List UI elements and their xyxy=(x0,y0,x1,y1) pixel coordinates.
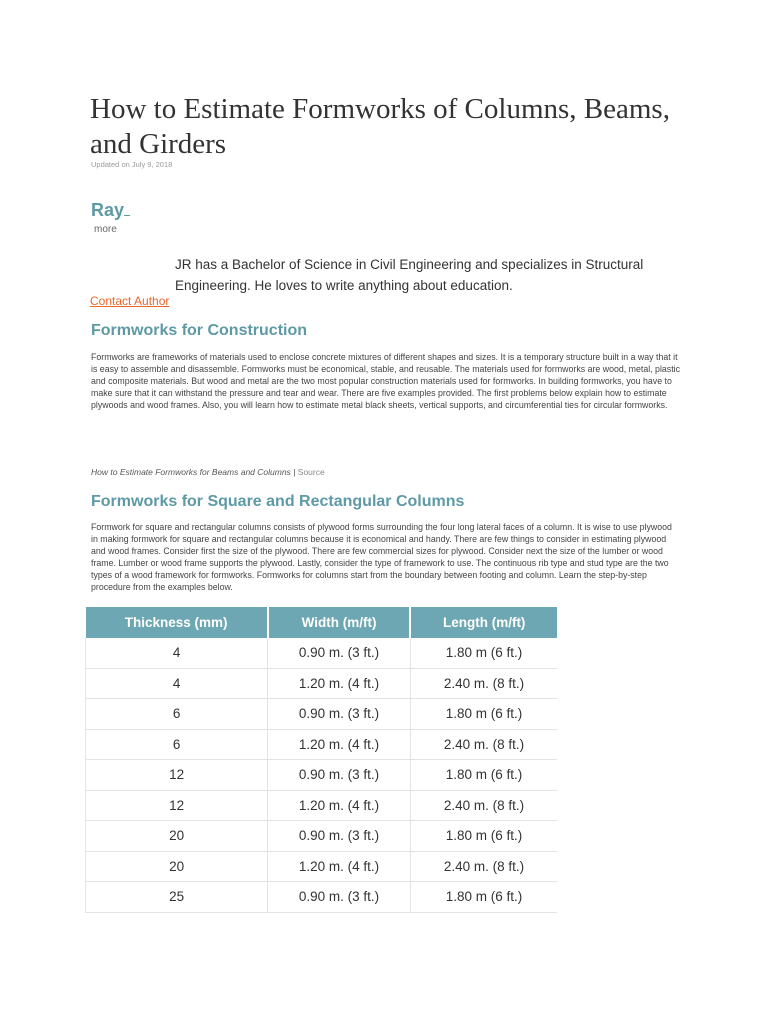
caption-text: How to Estimate Formworks for Beams and Columns xyxy=(91,467,291,477)
table-cell-length: 2.40 m. (8 ft.) xyxy=(410,729,557,760)
table-row xyxy=(86,729,558,760)
table-cell-width: 1.20 m. (4 ft.) xyxy=(268,851,411,882)
table-cell-thickness: 6 xyxy=(86,729,268,760)
image-caption xyxy=(91,467,325,477)
table-cell-length: 1.80 m (6 ft.) xyxy=(410,821,557,852)
author-underline xyxy=(124,201,130,216)
table-cell-width: 0.90 m. (3 ft.) xyxy=(268,638,411,668)
table-row xyxy=(86,638,558,668)
article-title: How to Estimate Formworks of Columns, Beams, and Girders xyxy=(90,93,670,160)
table-cell-thickness: 25 xyxy=(86,882,268,913)
table-cell-length: 1.80 m (6 ft.) xyxy=(410,638,557,668)
table-cell-thickness: 12 xyxy=(86,790,268,821)
table-cell-width: 1.20 m. (4 ft.) xyxy=(268,729,411,760)
table-cell-width: 0.90 m. (3 ft.) xyxy=(268,882,411,913)
section-heading-columns: Formworks for Square and Rectangular Columns xyxy=(91,493,465,510)
table-cell-length: 1.80 m (6 ft.) xyxy=(410,760,557,791)
updated-date: Updated on July 9, 2018 xyxy=(91,160,173,169)
table-header-thickness: Thickness (mm) xyxy=(86,607,268,638)
table-cell-thickness: 4 xyxy=(86,638,268,668)
table-row xyxy=(86,760,558,791)
author-name: Ray xyxy=(91,200,125,220)
table-cell-length: 1.80 m (6 ft.) xyxy=(410,882,557,913)
caption-separator: | xyxy=(293,467,296,477)
table-row xyxy=(86,821,558,852)
table-cell-width: 1.20 m. (4 ft.) xyxy=(268,668,411,699)
author-more-link[interactable]: more xyxy=(94,224,117,235)
table-cell-width: 0.90 m. (3 ft.) xyxy=(268,699,411,730)
table-row xyxy=(86,790,558,821)
table-cell-length: 2.40 m. (8 ft.) xyxy=(410,668,557,699)
table-cell-thickness: 20 xyxy=(86,851,268,882)
table-cell-thickness: 12 xyxy=(86,760,268,791)
author-link[interactable] xyxy=(91,200,130,221)
table-cell-length: 2.40 m. (8 ft.) xyxy=(410,790,557,821)
section-paragraph-columns: Formwork for square and rectangular columns consists of plywood forms surrounding the four long lateral faces of a column. It is wise to use plywood in making formwork for square and rectangular columns because it is economical and handy. There are few things to consider in estimating plywood and wood frames. Consider first the size of the plywood. There are few commercial sizes for plywood. Consider next the size of the lumber or wood frame. Lumber or wood frame supports the plywood. Lastly, consider the type of framework to use. The continuous rib type and stud type are the two types of a wood framework for formworks. Formworks for columns start from the boundary between footing and column. Learn the step-by-step procedure from the examples below. xyxy=(91,522,672,592)
table-header-row xyxy=(86,607,558,638)
table-cell-width: 1.20 m. (4 ft.) xyxy=(268,790,411,821)
table-cell-length: 2.40 m. (8 ft.) xyxy=(410,851,557,882)
author-bio: JR has a Bachelor of Science in Civil Engineering and specializes in Structural Engineering. He loves to write anything about education. xyxy=(175,257,644,293)
table-cell-width: 0.90 m. (3 ft.) xyxy=(268,821,411,852)
table-header-width: Width (m/ft) xyxy=(268,607,411,638)
section-paragraph-construction: Formworks are frameworks of materials used to enclose concrete mixtures of different shapes and sizes. It is a temporary structure built in a way that it is easy to assemble and disassemble. Formworks must be economical, stable, and reusable. The materials used for formworks are wood, metal, plastic and composite materials. But wood and metal are the two most popular construction materials used for formworks. In building formworks, you have to make sure that it can withstand the pressure and tear and wear. There are five examples provided. The first problems below explain how to estimate plywoods and wood frames. Also, you will learn how to estimate metal black sheets, vertical supports, and circumferential ties for circular formworks. xyxy=(91,352,680,410)
table-cell-thickness: 4 xyxy=(86,668,268,699)
table-cell-thickness: 6 xyxy=(86,699,268,730)
contact-author-link[interactable]: Contact Author xyxy=(90,294,170,308)
table-row xyxy=(86,699,558,730)
table-header-length: Length (m/ft) xyxy=(410,607,557,638)
table-row xyxy=(86,668,558,699)
table-cell-thickness: 20 xyxy=(86,821,268,852)
table-cell-length: 1.80 m (6 ft.) xyxy=(410,699,557,730)
table-row xyxy=(86,851,558,882)
table-row xyxy=(86,882,558,913)
plywood-size-table xyxy=(85,607,557,913)
table-cell-width: 0.90 m. (3 ft.) xyxy=(268,760,411,791)
caption-source-link[interactable]: Source xyxy=(297,467,325,477)
section-heading-construction: Formworks for Construction xyxy=(91,322,308,339)
